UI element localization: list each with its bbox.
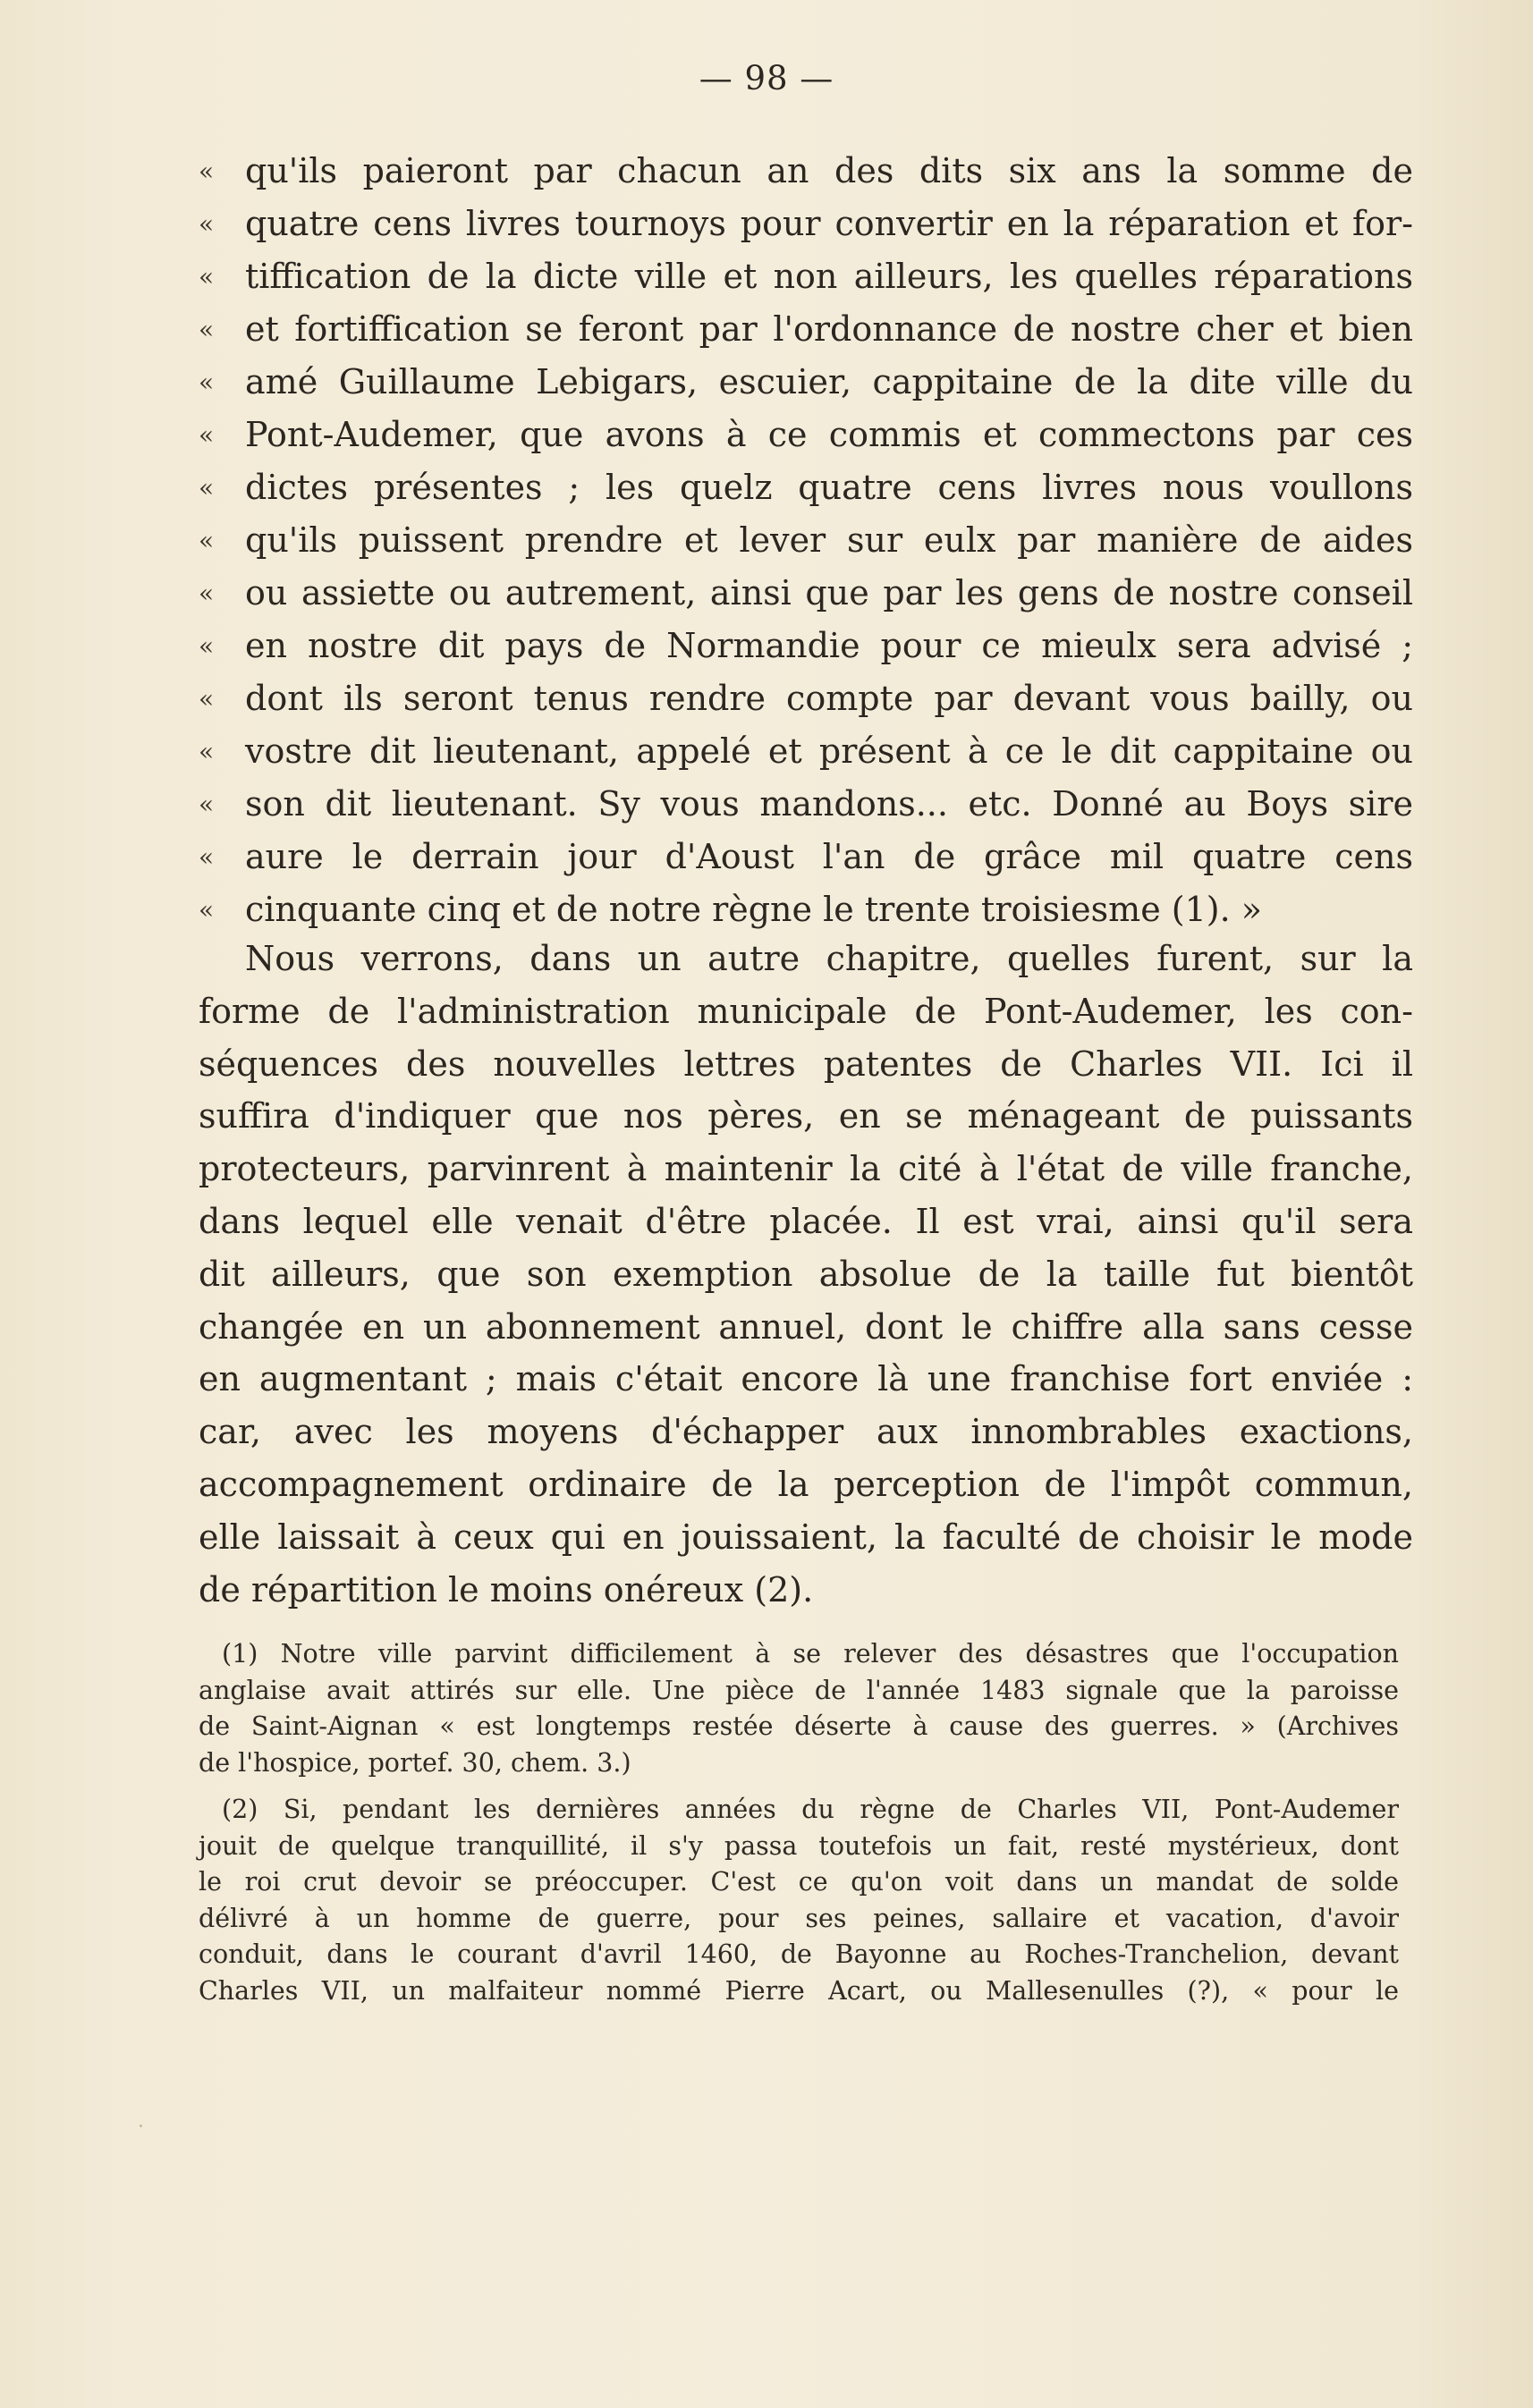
footnote-line: de l'hospice, portef. 30, chem. 3.) xyxy=(199,1747,631,1778)
body-paragraph xyxy=(199,933,1413,1616)
paragraph-line: protecteurs, parvinrent à maintenir la cité à l'état de ville franche, xyxy=(199,1149,1413,1189)
footnote-1 xyxy=(199,1636,1399,1781)
quoted-letter xyxy=(199,145,1413,936)
quote-line xyxy=(199,461,1413,514)
paragraph-line: dit ailleurs, que son exemption absolue de la taille fut bientôt xyxy=(199,1254,1413,1294)
paragraph-line: accompagnement ordinaire de la perception de l'impôt commun, xyxy=(199,1464,1413,1504)
quote-line xyxy=(199,356,1413,409)
quote-line-text: tiffication de la dicte ville et non ailleurs, les quelles réparations xyxy=(245,257,1413,296)
quote-line xyxy=(199,620,1413,672)
quote-line-text: et fortiffication se feront par l'ordonnance de nostre cher et bien xyxy=(245,309,1413,349)
quote-mark: « xyxy=(199,631,215,661)
paragraph-line: Nous verrons, dans un autre chapitre, quelles furent, sur la xyxy=(245,939,1413,978)
quote-mark: « xyxy=(199,315,215,344)
footnote-2 xyxy=(199,1792,1399,2009)
quote-mark: « xyxy=(199,262,215,291)
quote-mark: « xyxy=(199,684,215,714)
quote-mark: « xyxy=(199,526,215,555)
footnote-line: de Saint-Aignan « est longtemps restée déserte à cause des guerres. » (Archives xyxy=(199,1711,1399,1741)
quote-line xyxy=(199,778,1413,831)
footnote-spacer xyxy=(199,1781,1399,1792)
footnote-line: (2) Si, pendant les dernières années du règne de Charles VII, Pont-Audemer xyxy=(222,1795,1399,1824)
footnote-line: délivré à un homme de guerre, pour ses peines, sallaire et vacation, d'avoir xyxy=(199,1903,1399,1933)
footnote-line: anglaise avait attirés sur elle. Une pièce de l'année 1483 signale que la paroisse xyxy=(199,1675,1399,1705)
quote-line xyxy=(199,145,1413,198)
quote-mark: « xyxy=(199,790,215,819)
quote-line xyxy=(199,883,1413,936)
quote-mark: « xyxy=(199,737,215,766)
paragraph-line: car, avec les moyens d'échapper aux innombrables exactions, xyxy=(199,1412,1413,1452)
paragraph-line: en augmentant ; mais c'était encore là une franchise fort enviée : xyxy=(199,1359,1413,1399)
quote-mark: « xyxy=(199,895,215,925)
quote-mark: « xyxy=(199,368,215,397)
quote-line-text: amé Guillaume Lebigars, escuier, cappitaine de la dite ville du xyxy=(245,362,1413,401)
quote-mark: « xyxy=(199,579,215,608)
quote-line-text: cinquante cinq et de notre règne le trente troisiesme (1). » xyxy=(245,890,1262,929)
paragraph-line: dans lequel elle venait d'être placée. Il est vrai, ainsi qu'il sera xyxy=(199,1201,1413,1241)
quote-line xyxy=(199,250,1413,303)
quote-line xyxy=(199,725,1413,778)
quote-line-text: son dit lieutenant. Sy vous mandons... etc. Donné au Boys sire xyxy=(245,784,1413,824)
quote-line xyxy=(199,303,1413,356)
quote-line-text: dictes présentes ; les quelz quatre cens livres nous voullons xyxy=(245,468,1413,507)
quote-mark: « xyxy=(199,473,215,503)
footnote-line: le roi crut devoir se préoccuper. C'est ce qu'on voit dans un mandat de solde xyxy=(199,1867,1399,1897)
quote-line xyxy=(199,409,1413,461)
paragraph-line: elle laissait à ceux qui en jouissaient, la faculté de choisir le mode xyxy=(199,1517,1413,1557)
quote-mark: « xyxy=(199,842,215,872)
quote-line-text: vostre dit lieutenant, appelé et présent à ce le dit cappitaine ou xyxy=(245,731,1413,771)
footnote-line: (1) Notre ville parvint difficilement à se relever des désastres que l'occupation xyxy=(222,1639,1399,1669)
footnote-line: Charles VII, un malfaiteur nommé Pierre Acart, ou Mallesenulles (?), « pour le xyxy=(199,1975,1399,2006)
quote-mark: « xyxy=(199,420,215,450)
quote-line xyxy=(199,567,1413,620)
quote-line xyxy=(199,198,1413,250)
paragraph-line: suffira d'indiquer que nos pères, en se ménageant de puissants xyxy=(199,1096,1413,1136)
quote-line xyxy=(199,514,1413,567)
quote-line xyxy=(199,672,1413,725)
quote-line-text: en nostre dit pays de Normandie pour ce mieulx sera advisé ; xyxy=(245,626,1413,665)
quote-mark: « xyxy=(199,156,215,186)
footnotes xyxy=(199,1636,1399,2009)
paragraph-line: de répartition le moins onéreux (2). xyxy=(199,1569,814,1610)
quote-mark: « xyxy=(199,209,215,239)
quote-line-text: quatre cens livres tournoys pour convertir en la réparation et for- xyxy=(245,204,1413,243)
quote-line-text: ou assiette ou autrement, ainsi que par les gens de nostre conseil xyxy=(245,573,1413,613)
quote-line-text: Pont-Audemer, que avons à ce commis et commectons par ces xyxy=(245,415,1413,454)
quote-line-text: aure le derrain jour d'Aoust l'an de grâce mil quatre cens xyxy=(245,837,1413,876)
page-number: — 98 — xyxy=(699,59,834,97)
quote-line-text: dont ils seront tenus rendre compte par devant vous bailly, ou xyxy=(245,679,1413,718)
quote-line xyxy=(199,831,1413,883)
paragraph-line: séquences des nouvelles lettres patentes de Charles VII. Ici il xyxy=(199,1043,1413,1084)
quote-line-text: qu'ils puissent prendre et lever sur eulx par manière de aides xyxy=(245,520,1413,560)
paper-speck xyxy=(140,2125,142,2127)
paragraph-line: changée en un abonnement annuel, dont le chiffre alla sans cesse xyxy=(199,1306,1413,1347)
quote-line-text: qu'ils paieront par chacun an des dits six ans la somme de xyxy=(245,151,1413,190)
footnote-line: conduit, dans le courant d'avril 1460, de Bayonne au Roches-Tranchelion, devant xyxy=(199,1939,1399,1969)
paragraph-line: forme de l'administration municipale de Pont-Audemer, les con- xyxy=(199,991,1413,1031)
footnote-line: jouit de quelque tranquillité, il s'y passa toutefois un fait, resté mystérieux, dont xyxy=(199,1830,1399,1861)
